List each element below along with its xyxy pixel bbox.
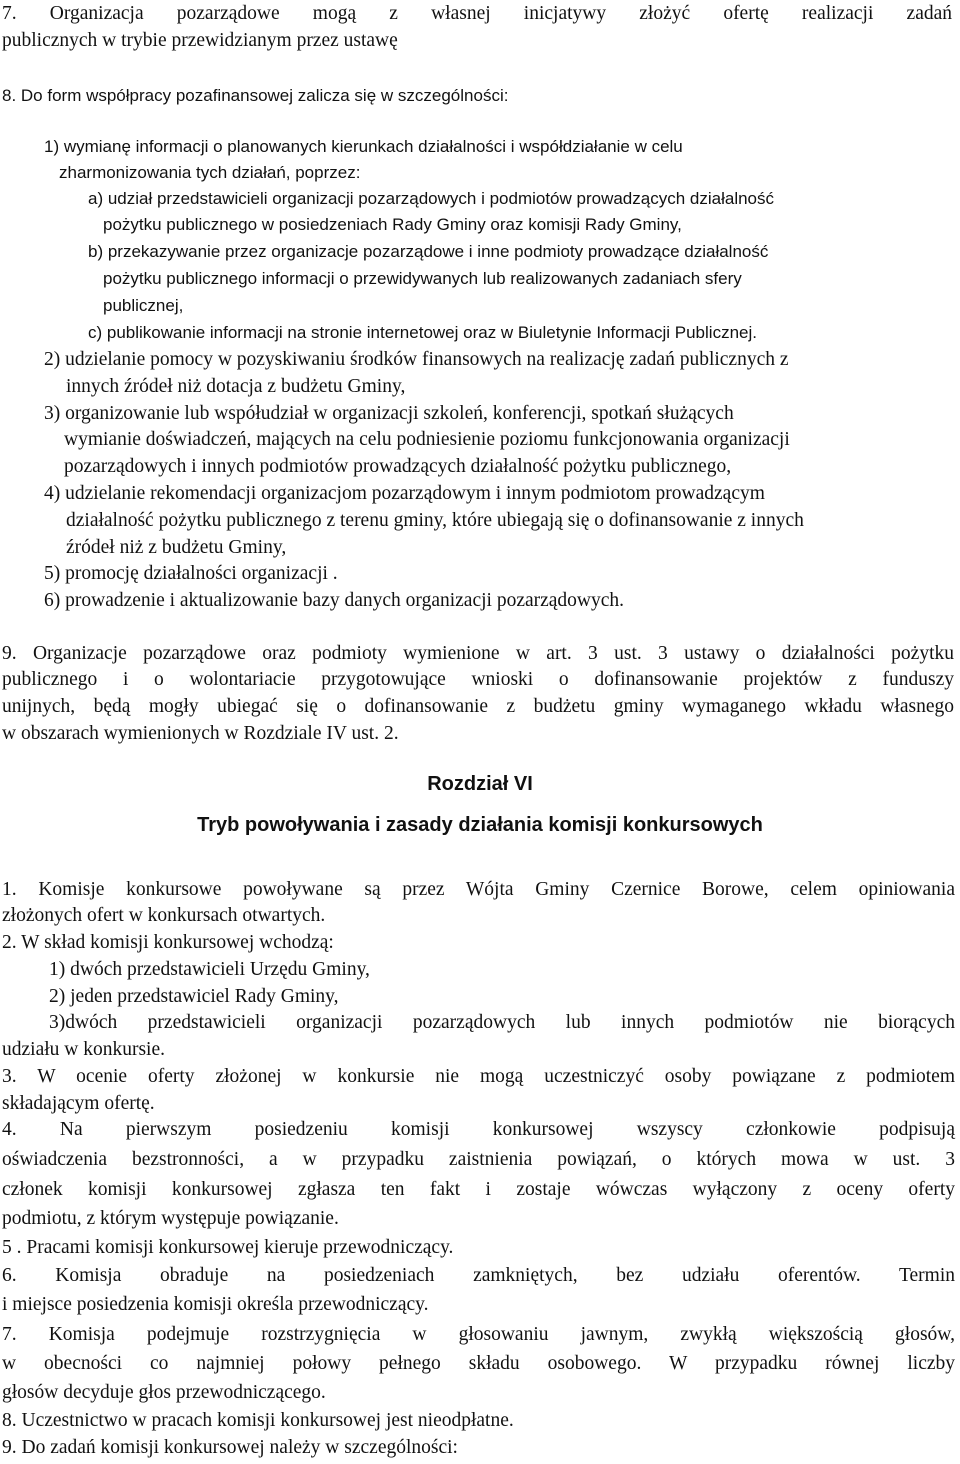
section-8-item-2-line-2: innych źródeł niż dotacja z budżetu Gminy, bbox=[66, 376, 406, 397]
section-9-line-2: publicznego i o wolontariacie przygotowujące wnioski o dofinansowanie projektów z funduszy bbox=[2, 669, 954, 690]
commission-p2-item-2: 2) jeden przedstawiciel Rady Gminy, bbox=[49, 986, 339, 1007]
section-9-line-3: unijnych, będą mogły ubiegać się o dofinansowanie z budżetu gminy wymaganego wkładu własnego bbox=[2, 696, 954, 717]
commission-p6-line-2: i miejsce posiedzenia komisji określa przewodniczący. bbox=[2, 1294, 429, 1315]
section-7-line-2: publicznych w trybie przewidzianym przez ustawę bbox=[2, 30, 398, 51]
section-8-item-5: 5) promocję działalności organizacji . bbox=[44, 563, 338, 584]
section-8-intro: 8. Do form współpracy pozafinansowej zalicza się w szczególności: bbox=[2, 86, 509, 105]
commission-p3-line-2: składającym ofertę. bbox=[2, 1093, 155, 1114]
commission-p7-line-2: w obecności co najmniej połowy pełnego składu osobowego. W przypadku równej liczby bbox=[2, 1353, 955, 1374]
section-8-item-1-line-2: zharmonizowania tych działań, poprzez: bbox=[59, 163, 361, 182]
section-9-line-1: 9. Organizacje pozarządowe oraz podmioty wymienione w art. 3 ust. 3 ustawy o działalności pożytku bbox=[2, 643, 954, 664]
commission-p1-line-1: 1. Komisje konkursowe powoływane są przez Wójta Gminy Czernice Borowe, celem opiniowania bbox=[2, 879, 955, 900]
section-8-item-3-line-2: wymianie doświadczeń, mających na celu podniesienie poziomu funkcjonowania organizacji bbox=[64, 429, 790, 450]
commission-p2-item-3-line-1: 3)dwóch przedstawicieli organizacji pozarządowych lub innych podmiotów nie biorących bbox=[49, 1012, 955, 1033]
section-8-b-line-1: b) przekazywanie przez organizacje pozarządowe i inne podmioty prowadzące działalność bbox=[88, 242, 769, 261]
section-8-b-line-3: publicznej, bbox=[103, 296, 184, 315]
section-8-a-line-2: pożytku publicznego w posiedzeniach Rady Gminy oraz komisji Rady Gminy, bbox=[103, 215, 682, 234]
section-8-item-2-line-1: 2) udzielanie pomocy w pozyskiwaniu środków finansowych na realizację zadań publicznych z bbox=[44, 349, 789, 370]
commission-p2: 2. W skład komisji konkursowej wchodzą: bbox=[2, 932, 334, 953]
section-8-c-line-1: c) publikowanie informacji na stronie internetowej oraz w Biuletynie Informacji Publicznej. bbox=[88, 323, 757, 342]
commission-p6-line-1: 6. Komisja obraduje na posiedzeniach zamkniętych, bez udziału oferentów. Termin bbox=[2, 1265, 955, 1286]
section-8-b-line-2: pożytku publicznego informacji o przewidywanych lub realizowanych zadaniach sfery bbox=[103, 269, 742, 288]
chapter-number: Rozdział VI bbox=[427, 773, 533, 795]
commission-p4-line-3: członek komisji konkursowej zgłasza ten fakt i zostaje wówczas wyłączony z oceny oferty bbox=[2, 1179, 955, 1200]
commission-p9: 9. Do zadań komisji konkursowej należy w szczególności: bbox=[2, 1437, 458, 1458]
section-8-item-3-line-1: 3) organizowanie lub współudział w organizacji szkoleń, konferencji, spotkań służących bbox=[44, 403, 734, 424]
section-7-line-1: 7. Organizacja pozarządowe mogą z własnej inicjatywy złożyć ofertę realizacji zadań bbox=[2, 3, 952, 24]
section-8-item-4-line-1: 4) udzielanie rekomendacji organizacjom pozarządowym i innym podmiotom prowadzącym bbox=[44, 483, 765, 504]
section-8-item-4-line-3: źródeł niż z budżetu Gminy, bbox=[66, 537, 287, 558]
section-8-item-4-line-2: działalność pożytku publicznego z terenu gminy, które ubiegają się o dofinansowanie z innych bbox=[66, 510, 804, 531]
chapter-title: Tryb powoływania i zasady działania komisji konkursowych bbox=[197, 814, 763, 836]
section-8-item-3-line-3: pozarządowych i innych podmiotów prowadzących działalność pożytku publicznego, bbox=[64, 456, 732, 477]
commission-p5: 5 . Pracami komisji konkursowej kieruje przewodniczący. bbox=[2, 1237, 454, 1258]
commission-p4-line-1: 4. Na pierwszym posiedzeniu komisji konkursowej wszyscy członkowie podpisują bbox=[2, 1119, 955, 1140]
commission-p7-line-3: głosów decyduje głos przewodniczącego. bbox=[2, 1382, 326, 1403]
commission-p8: 8. Uczestnictwo w pracach komisji konkursowej jest nieodpłatne. bbox=[2, 1410, 514, 1431]
commission-p4-line-4: podmiotu, z którym występuje powiązanie. bbox=[2, 1208, 339, 1229]
commission-p3-line-1: 3. W ocenie oferty złożonej w konkursie nie mogą uczestniczyć osoby powiązane z podmiotem bbox=[2, 1066, 955, 1087]
commission-p4-line-2: oświadczenia bezstronności, a w przypadku zaistnienia powiązań, o których mowa w ust. 3 bbox=[2, 1149, 955, 1170]
commission-p7-line-1: 7. Komisja podejmuje rozstrzygnięcia w głosowaniu jawnym, zwykłą większością głosów, bbox=[2, 1324, 955, 1345]
commission-p2-item-1: 1) dwóch przedstawicieli Urzędu Gminy, bbox=[49, 959, 370, 980]
section-8-item-6: 6) prowadzenie i aktualizowanie bazy danych organizacji pozarządowych. bbox=[44, 590, 625, 611]
commission-p1-line-2: złożonych ofert w konkursach otwartych. bbox=[2, 905, 326, 926]
section-8-a-line-1: a) udział przedstawicieli organizacji pozarządowych i podmiotów prowadzących działalność bbox=[88, 189, 775, 208]
section-8-item-1-line-1: 1) wymianę informacji o planowanych kierunkach działalności i współdziałanie w celu bbox=[44, 137, 683, 156]
commission-p2-item-3-line-2: udziału w konkursie. bbox=[2, 1039, 166, 1060]
section-9-line-4: w obszarach wymienionych w Rozdziale IV ust. 2. bbox=[2, 723, 399, 744]
